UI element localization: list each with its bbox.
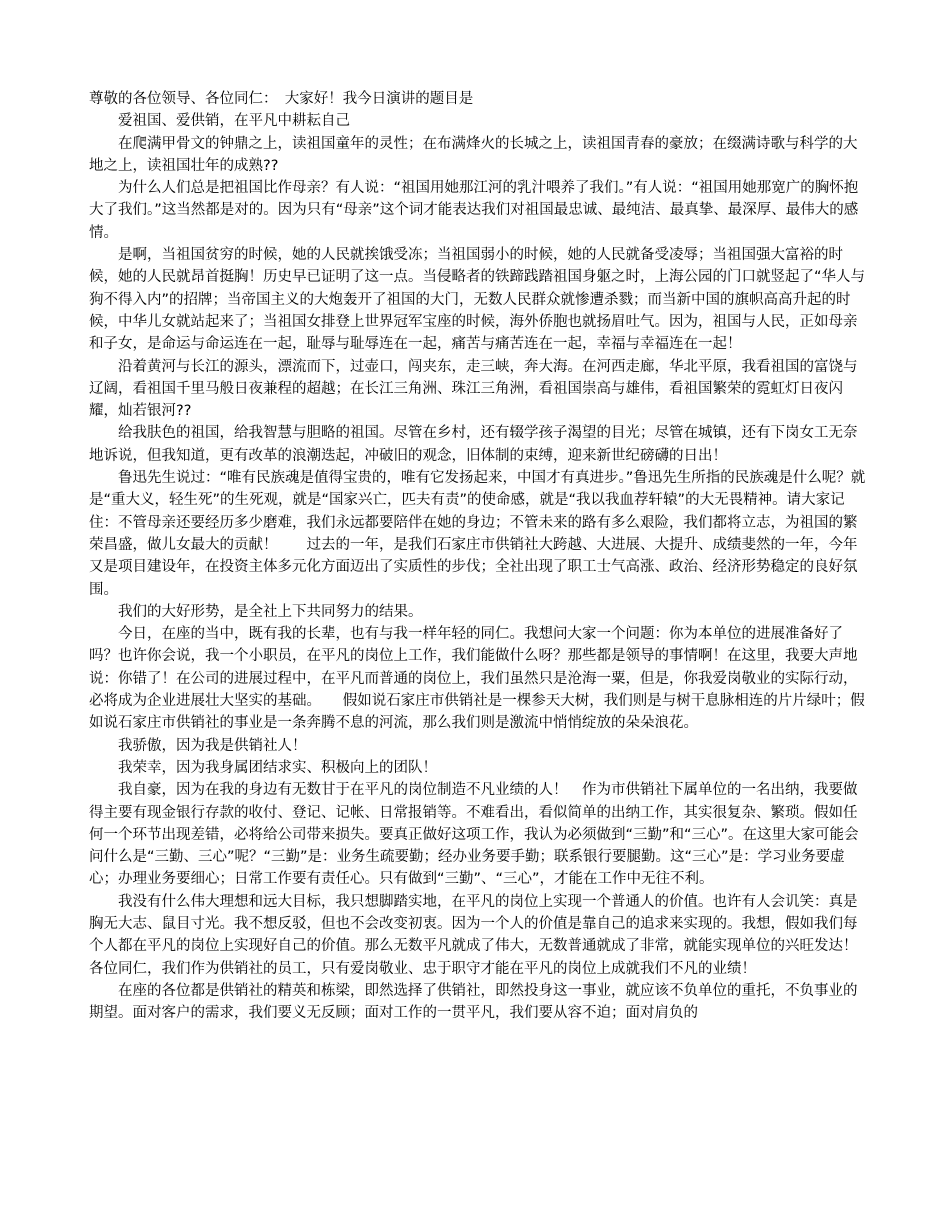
body-paragraph: 我骄傲，因为我是供销社人！ xyxy=(118,737,307,754)
body-paragraph: 今日，在座的当中，既有我的长辈，也有与我一样年轻的同仁。我想问大家一个问题：你为本单位的进展准备好了吗？也许你会说，我一个小职员，在平凡的岗位上工作，我们能做什么呀？那些都是领导的事情啊！在这里，我要大声地说：你错了！在公司的进展过程中，在平凡而普通的岗位上，我们虽然只是沧海一粟，但是，你我爱岗敬业的实际行动，必将成为企业进展壮大坚实的基础。 假如说石家庄市供销社是一棵参天大树，我们则是与树干息脉相连的片片绿叶；假如说石家庄市供销社的事业是一条奔腾不息的河流，那么我们则是激流中悄悄绽放的朵朵浪花。 xyxy=(89,626,865,732)
body-paragraph: 在爬满甲骨文的钟鼎之上，读祖国童年的灵性；在布满烽火的长城之上，读祖国青春的豪放；在缀满诗歌与科学的大地之上，读祖国壮年的成熟?? xyxy=(89,135,858,174)
salutation-paragraph: 尊敬的各位领导、各位同仁： 大家好！我今日演讲的题目是 xyxy=(89,91,474,107)
body-paragraph: 鲁迅先生说过：“唯有民族魂是值得宝贵的，唯有它发扬起来，中国才有真进步。”鲁迅先生所指的民族魂是什么呢？就是“重大义，轻生死”的生死观，就是“国家兴亡，匹夫有责”的使命感，就是“我以我血荐轩辕”的大无畏精神。请大家记住：不管母亲还要经历多少磨难，我们永远都要陪伴在她的身边；不管未来的路有多么艰险，我们都将立志，为祖国的繁荣昌盛，做儿女最大的贡献！ 过去的一年，是我们石家庄市供销社大跨越、大进展、大提升、成绩斐然的一年，今年又是项目建设年，在投资主体多元化方面迈出了实质性的步伐；全社出现了职工士气高涨、政治、经济形势稳定的良好氛围。 xyxy=(89,470,866,598)
body-paragraph: 是啊，当祖国贫穷的时候，她的人民就挨饿受冻；当祖国弱小的时候，她的人民就备受凌辱；当祖国强大富裕的时候，她的人民就昂首挺胸！历史早已证明了这一点。当侵略者的铁蹄践踏祖国身躯之时，上海公园的门口就竖起了“华人与狗不得入内”的招牌；当帝国主义的大炮轰开了祖国的大门，无数人民群众就惨遭杀戮；而当新中国的旗帜高高升起的时候，中华儿女就站起来了；当祖国女排登上世界冠军宝座的时候，海外侨胞也就扬眉吐气。因为，祖国与人民，正如母亲和子女，是命运与命运连在一起，耻辱与耻辱连在一起，痛苦与痛苦连在一起，幸福与幸福连在一起！ xyxy=(89,247,866,353)
body-paragraph: 我们的大好形势，是全社上下共同努力的结果。 xyxy=(118,603,423,620)
body-paragraph: 我没有什么伟大理想和远大目标，我只想脚踏实地，在平凡的岗位上实现一个普通人的价值。也许有人会讥笑：真是胸无大志、鼠目寸光。我不想反驳，但也不会改变初衷。因为一个人的价值是靠自己的追求来实现的。我想，假如我们每个人都在平凡的岗位上实现好自己的价值。那么无数平凡就成了伟大，无数普通就成了非常，就能实现单位的兴旺发达！各位同仁，我们作为供销社的员工，只有爱岗敬业、忠于职守才能在平凡的岗位上成就我们不凡的业绩！ xyxy=(89,893,858,977)
body-paragraph: 在座的各位都是供销社的精英和栋梁，即然选择了供销社，即然投身这一事业，就应该不负单位的重托，不负事业的期望。面对客户的需求，我们要义无反顾；面对工作的一贯平凡，我们要从容不迫；面对肩负的 xyxy=(89,982,858,1022)
body-paragraph: 我自豪，因为在我的身边有无数甘于在平凡的岗位制造不凡业绩的人！ 作为市供销社下属单位的一名出纳，我要做得主要有现金银行存款的收付、登记、记帐、日常报销等。不难看出，看似简单的出纳工作，其实很复杂、繁琐。假如任何一个环节出现差错，必将给公司带来损失。要真正做好这项工作，我认为必须做到“三勤”和“三心”。在这里大家可能会问什么是“三勤、三心”呢？“三勤”是：业务生疏要勤；经办业务要手勤；联系银行要腿勤。这“三心”是：学习业务要虚心；办理业务要细心；日常工作要有责任心。只有做到“三勤”、“三心”，才能在工作中无往不利。 xyxy=(89,782,859,888)
body-paragraph: 沿着黄河与长江的源头，漂流而下，过壶口，闯夹东，走三峡，奔大海。在河西走廊，华北平原，我看祖国的富饶与辽阔，看祖国千里马般日夜兼程的超越；在长江三角洲、珠江三角洲，看祖国崇高与雄伟，看祖国繁荣的霓虹灯日夜闪耀，灿若银河?? xyxy=(89,358,858,420)
body-paragraph: 我荣幸，因为我身属团结求实、积极向上的团队！ xyxy=(118,759,437,776)
body-paragraph: 给我肤色的祖国，给我智慧与胆略的祖国。尽管在乡村，还有辍学孩子渴望的目光；尽管在城镇，还有下岗女工无奈地诉说，但我知道，更有改革的浪潮迭起，冲破旧的观念，旧体制的束缚，迎来新世纪磅礴的日出！ xyxy=(89,425,858,464)
document-body xyxy=(89,88,869,1024)
speech-title: 爱祖国、爱供销，在平凡中耕耘自己 xyxy=(118,113,350,130)
body-paragraph: 为什么人们总是把祖国比作母亲？有人说：“祖国用她那江河的乳汁喂养了我们。”有人说：“祖国用她那宽广的胸怀抱大了我们。”这当然都是对的。因为只有“母亲”这个词才能表达我们对祖国最忠诚、最纯洁、最真挚、最深厚、最伟大的感情。 xyxy=(89,180,859,241)
